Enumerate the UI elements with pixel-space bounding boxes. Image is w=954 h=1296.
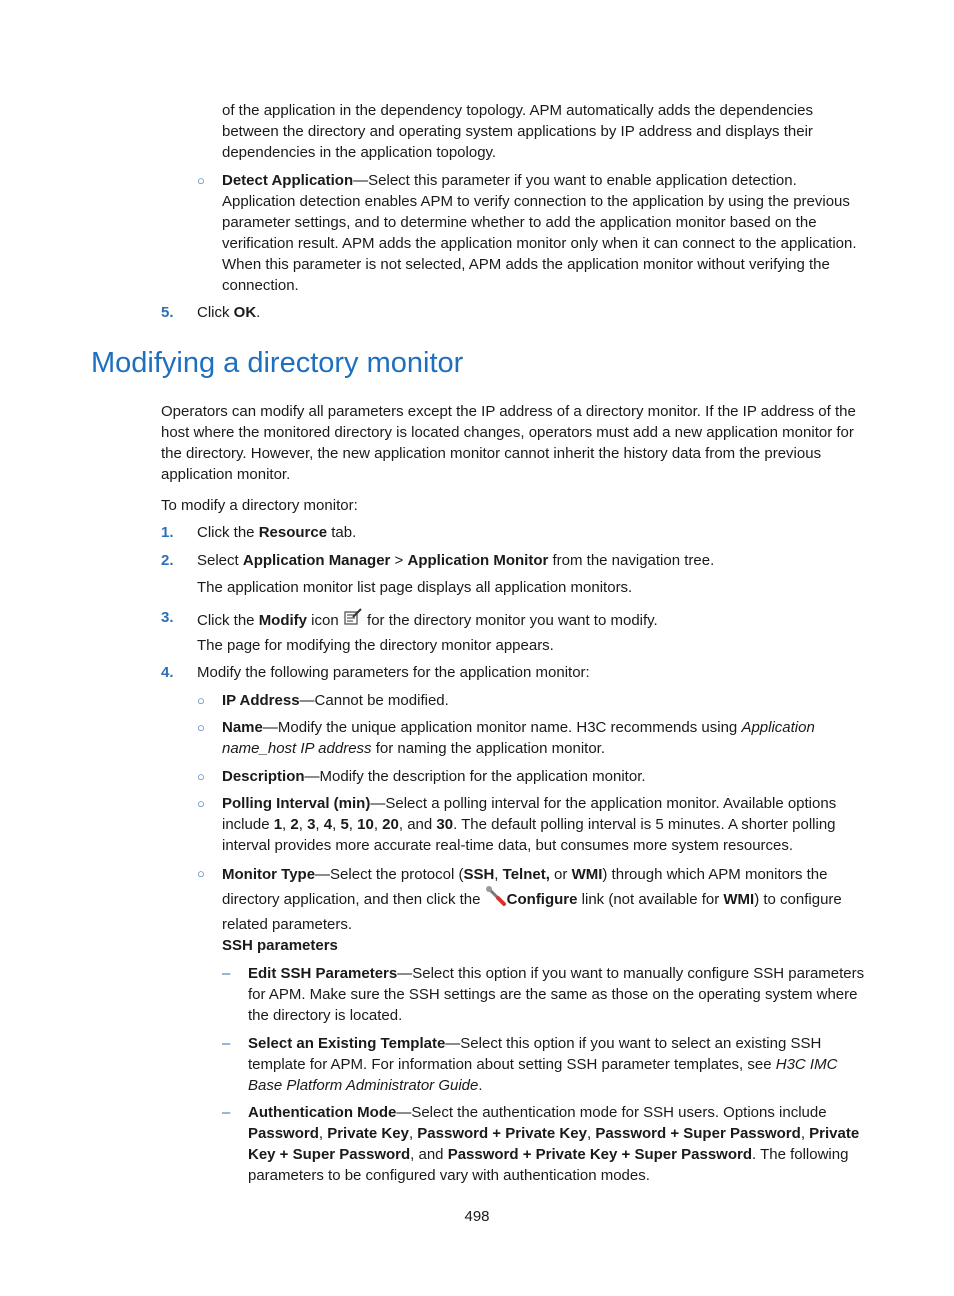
auth-option: Private Key + Super Password: [248, 1125, 860, 1163]
modify-label: Modify: [258, 612, 308, 629]
poll-option: 30: [436, 816, 454, 833]
sep: ,: [408, 1125, 418, 1142]
application-manager-label: Application Manager: [242, 552, 391, 569]
ssh-authentication-mode: [248, 1102, 866, 1186]
step-3-pre: Click the: [197, 612, 259, 629]
sep: ,: [800, 1125, 810, 1142]
step-5-ok: OK: [233, 304, 257, 321]
auth-option: Password: [248, 1125, 319, 1142]
auth-option: Private Key: [327, 1125, 409, 1142]
sep: ,: [298, 816, 308, 833]
step-2-result: The application monitor list page displays all application monitors.: [197, 579, 633, 596]
authentication-mode-term: Authentication Mode: [248, 1104, 397, 1121]
select-template-desc: —Select this option if you want to select an existing SSH template for APM. For information about setting SSH parameter templates, see: [248, 1035, 822, 1073]
poll-option: 5: [340, 816, 349, 833]
sep: ,: [494, 866, 503, 883]
sep: , and: [398, 816, 437, 833]
dash-marker: –: [222, 1035, 231, 1052]
step-2-number: 2.: [161, 552, 174, 569]
ssh-parameters-heading: SSH parameters: [222, 937, 338, 954]
step-2-pre: Select: [197, 552, 243, 569]
protocol-telnet: Telnet,: [502, 866, 550, 883]
sep: ,: [586, 1125, 596, 1142]
authentication-mode-desc-end: . The following parameters to be configured vary with authentication modes.: [248, 1146, 849, 1184]
bullet-marker: ○: [197, 796, 205, 811]
name-term: Name: [222, 719, 263, 736]
dash-marker: –: [222, 965, 231, 982]
dash-marker: –: [222, 1104, 231, 1121]
name-format: Application name_host IP address: [222, 719, 815, 757]
bullet-marker: ○: [197, 866, 205, 881]
bullet-marker: ○: [197, 173, 205, 188]
auth-option: Password + Private Key: [417, 1125, 587, 1142]
auth-option: Password + Super Password: [595, 1125, 801, 1142]
poll-option: 4: [323, 816, 333, 833]
step-5: [197, 302, 260, 323]
configure-icon: [485, 886, 507, 913]
step-4-number: 4.: [161, 664, 174, 681]
param-monitor-type: [222, 863, 865, 936]
detect-application-desc: —Select this parameter if you want to enable application detection. Application detection enables APM to verify connection to the application by using the previous parameter settings, and to determine whether to add the application monitor based on the verification result. APM adds the application monitor only when it can connect to the application. When this parameter is not selected, APM adds the application monitor without verifying the connection.: [222, 172, 857, 294]
step-3-mid: icon: [307, 612, 343, 629]
step-5-number: 5.: [161, 304, 174, 321]
configure-link-label: Configure: [506, 891, 578, 908]
poll-option: 3: [307, 816, 316, 833]
edit-ssh-parameters-term: Edit SSH Parameters: [248, 965, 398, 982]
name-desc: —Modify the unique application monitor name. H3C recommends using: [262, 719, 742, 736]
section-title: Modifying a directory monitor: [91, 347, 464, 379]
select-template-term: Select an Existing Template: [248, 1035, 446, 1052]
bullet-marker: ○: [197, 720, 205, 735]
step-3-number: 3.: [161, 609, 174, 626]
modify-icon: [343, 607, 363, 633]
polling-interval-desc-end: . The default polling interval is 5 minutes. A shorter polling interval provides more accurate real-time data, but consumes more system resources.: [222, 816, 836, 854]
description-term: Description: [222, 768, 305, 785]
param-polling-interval: [222, 793, 865, 856]
step-1-post: tab.: [327, 524, 357, 541]
param-description: [222, 766, 646, 787]
monitor-type-desc: —Select the protocol (: [315, 866, 464, 883]
sep: ,: [332, 816, 341, 833]
application-monitor-label: Application Monitor: [407, 552, 549, 569]
sep: or: [549, 866, 572, 883]
step-2-post: from the navigation tree.: [548, 552, 715, 569]
param-ip-address: [222, 690, 449, 711]
page-number: 498: [464, 1208, 490, 1225]
name-desc-end: for naming the application monitor.: [371, 740, 605, 757]
polling-interval-desc: —Select a polling interval for the application monitor. Available options include: [222, 795, 837, 833]
detect-application-item: [222, 170, 865, 296]
detect-application-term: Detect Application: [222, 172, 354, 189]
sep: ,: [315, 816, 324, 833]
step-4: Modify the following parameters for the application monitor:: [197, 664, 590, 681]
section-paragraph: Operators can modify all parameters except the IP address of a directory monitor. If the IP address of the host where the monitored directory is located changes, operators must add a new application monitor for the directory. However, the new application monitor cannot inherit the history data from the previous application monitor.: [161, 403, 856, 483]
sep: ,: [282, 816, 291, 833]
param-name: [222, 717, 864, 759]
step-5-post: .: [256, 304, 261, 321]
protocol-ssh: SSH: [463, 866, 495, 883]
poll-option: 10: [357, 816, 374, 833]
ssh-edit-parameters: [248, 963, 865, 1026]
description-desc: —Modify the description for the application monitor.: [304, 768, 646, 785]
auth-option: Password + Private Key + Super Password: [447, 1146, 752, 1163]
polling-interval-term: Polling Interval (min): [222, 795, 371, 812]
resource-tab-label: Resource: [258, 524, 328, 541]
ssh-select-template: [248, 1033, 865, 1096]
bullet-marker: ○: [197, 769, 205, 784]
monitor-type-desc-2: ) through which APM monitors the directory application, and then click the: [222, 866, 828, 908]
step-2: [197, 550, 714, 571]
edit-ssh-parameters-desc: —Select this option if you want to manually configure SSH parameters for APM. Make sure the SSH settings are the same as those on the operating system where the directory is located.: [248, 965, 865, 1024]
step-1-pre: Click the: [197, 524, 259, 541]
step-1: [197, 522, 356, 543]
protocol-wmi-2: WMI: [723, 891, 755, 908]
step-2-separator: >: [390, 552, 408, 569]
select-template-desc-end: .: [478, 1077, 483, 1094]
ip-address-desc: —Cannot be modified.: [299, 692, 449, 709]
ip-address-term: IP Address: [222, 692, 300, 709]
step-3-post: for the directory monitor you want to modify.: [362, 612, 658, 629]
step-5-pre: Click: [197, 304, 234, 321]
sep: ,: [373, 816, 383, 833]
sep: ,: [318, 1125, 328, 1142]
step-3: [197, 607, 658, 633]
step-1-number: 1.: [161, 524, 174, 541]
monitor-type-term: Monitor Type: [222, 866, 316, 883]
protocol-wmi: WMI: [571, 866, 603, 883]
sep: , and: [410, 1146, 448, 1163]
monitor-type-desc-3: link (not available for: [577, 891, 724, 908]
poll-option: 20: [382, 816, 399, 833]
guide-reference: H3C IMC Base Platform Administrator Guide: [248, 1056, 838, 1094]
section-lead: To modify a directory monitor:: [161, 497, 358, 514]
bullet-marker: ○: [197, 693, 205, 708]
monitor-type-desc-4: ) to configure related parameters.: [222, 891, 842, 933]
authentication-mode-desc: —Select the authentication mode for SSH users. Options include: [396, 1104, 827, 1121]
intro-continuation: of the application in the dependency topology. APM automatically adds the dependencies between the directory and operating system applications by IP address and displays their dependencies in the application topology.: [222, 102, 813, 161]
poll-option: 2: [290, 816, 299, 833]
poll-option: 1: [273, 816, 283, 833]
step-3-result: The page for modifying the directory monitor appears.: [197, 637, 554, 654]
sep: ,: [348, 816, 358, 833]
